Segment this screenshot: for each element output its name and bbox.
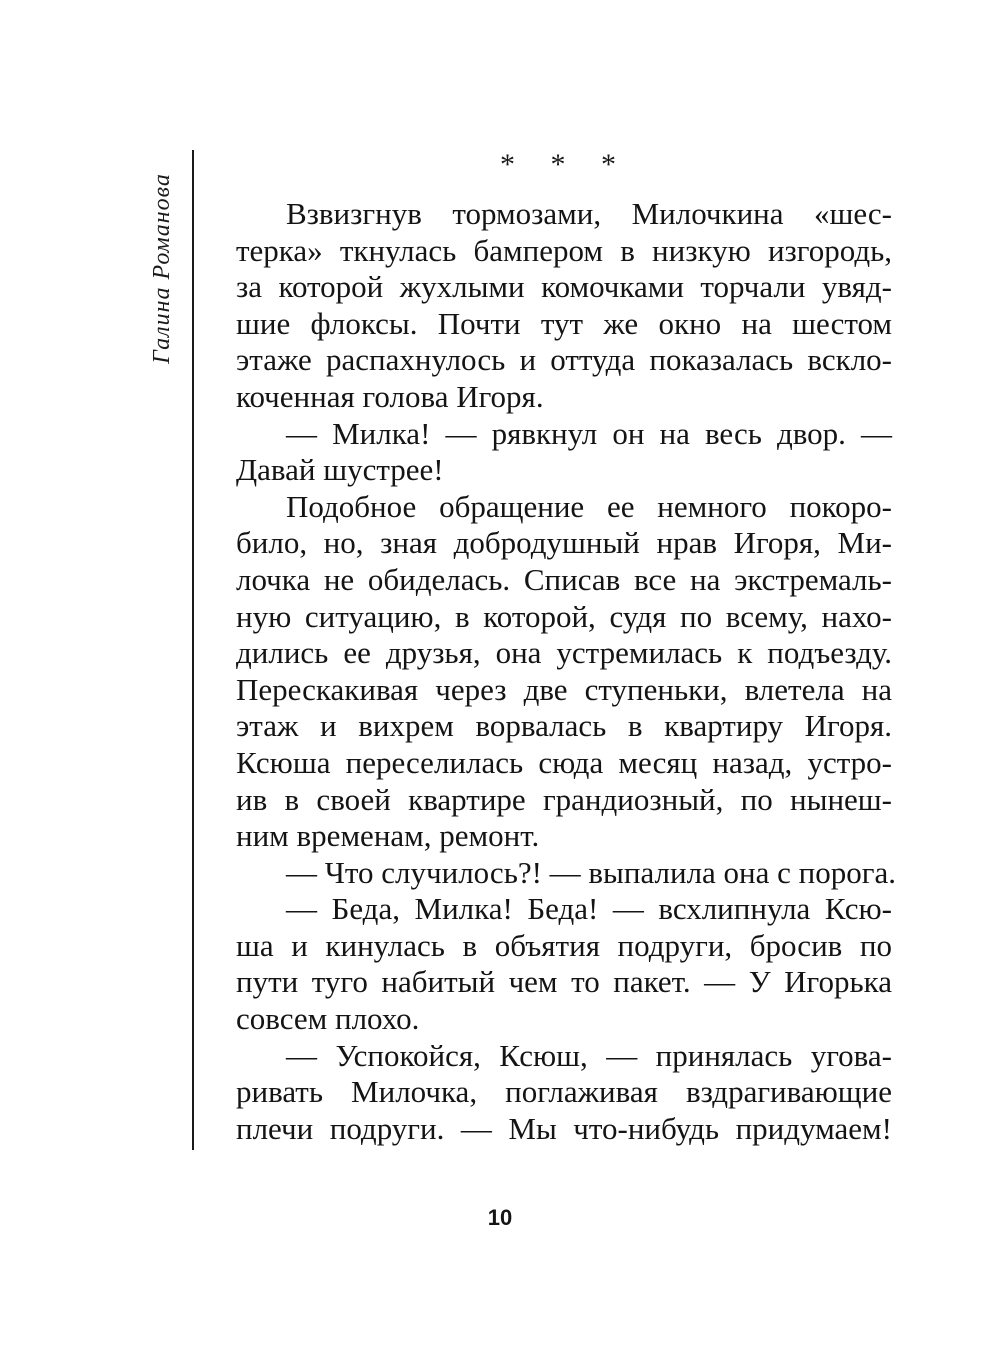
text-line: Взвизгнув тормозами, Милочкина «шес- [286,196,892,231]
text-line: Подобное обращение ее немного покоро- [286,488,892,524]
text-line: ривать Милочка, поглаживая вздрагивающие [236,1074,892,1110]
text-line: коченная голова Игоря. [236,378,544,414]
page-number: 10 [487,1205,513,1230]
text-line: этаже распахнулось и оттуда показалась всклo- [236,342,892,378]
text-line: ша и кинулась в объятия подруги, бросив по [236,927,892,963]
text-line: Давай шустрее! [236,452,444,488]
author-name: Галина Романова [148,172,175,364]
text-line: Перескакивая через две ступеньки, влетела на [236,671,892,707]
text-line: дились ее друзья, она устремилась к подъезду. [236,635,892,671]
text-line: совсем плохо. [236,1001,420,1037]
running-head [132,168,192,368]
text-line: шие флоксы. Почти тут же окно на шестом [236,305,892,341]
body-text [236,196,896,1147]
text-line: плечи подруги. — Мы что-нибудь придумаем! [236,1110,892,1146]
text-line: лочка не обиделась. Списав все на экстремаль- [236,561,892,597]
text-line: ную ситуацию, в которой, судя по всему, нахо- [236,598,892,634]
text-line: ним временам, ремонт. [236,818,540,854]
text-line: терка» ткнулась бампером в низкую изгородь, [236,232,892,268]
text-line: — Милка! — рявкнул он на весь двор. — [286,415,892,451]
text-line: за которой жухлыми комочками торчали увяд- [236,269,892,305]
text-line: Ксюша переселилась сюда месяц назад, устро- [236,744,892,780]
vertical-rule [192,150,194,1150]
text-line: — Успокойся, Ксюш, — принялась угова- [286,1037,892,1073]
text-line: пути туго набитый чем то пакет. — У Игорька [236,964,892,1000]
text-line: — Беда, Милка! Беда! — всхлипнула Ксю- [286,891,892,927]
text-line: — Что случилось?! — выпалила она с порога. [286,854,896,890]
text-line: било, но, зная добродушный нрав Игоря, Ми- [236,525,892,561]
section-separator: * * * [500,148,630,181]
text-line: этаж и вихрем ворвалась в квартиру Игоря. [236,708,892,744]
text-line: ив в своей квартире грандиозный, по нынеш- [236,781,892,817]
